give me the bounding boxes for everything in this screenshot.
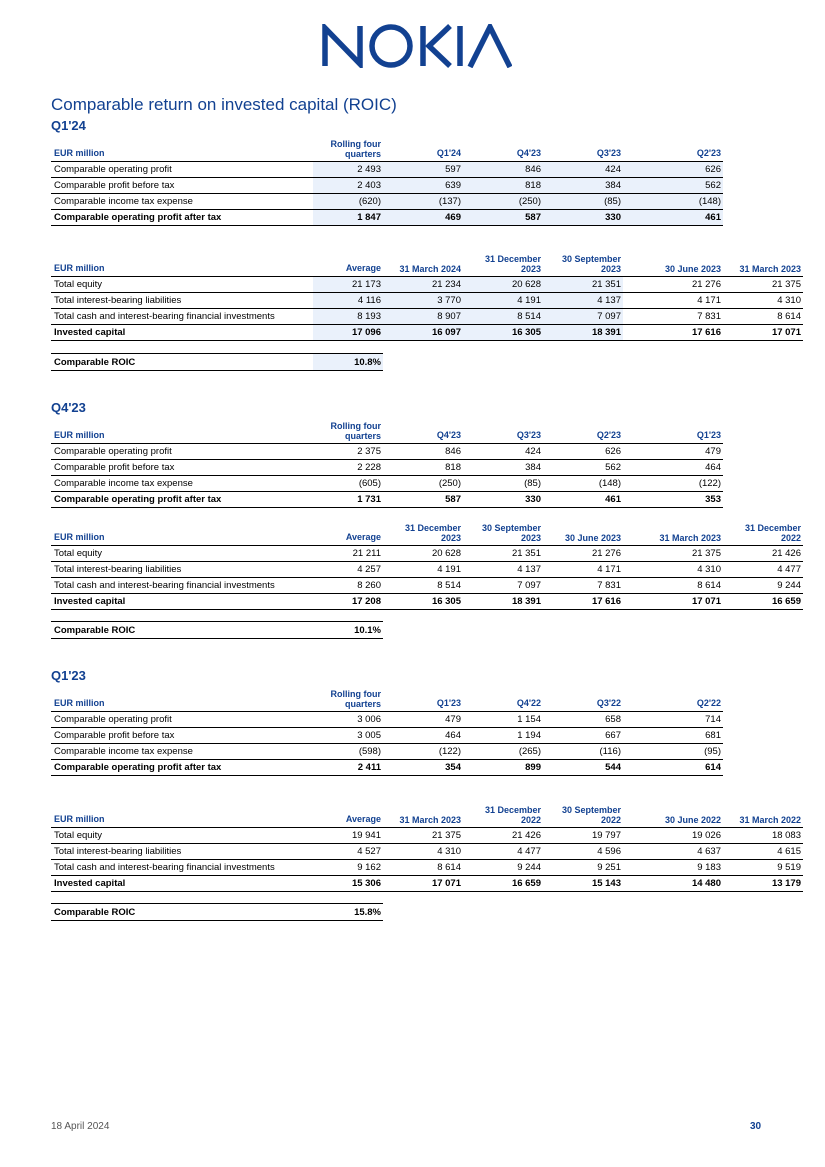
cell: 3 005	[313, 728, 383, 744]
cell: 9 519	[723, 860, 803, 876]
cell: 3 006	[313, 712, 383, 728]
row-label: Comparable profit before tax	[51, 178, 313, 194]
cell: 18 391	[543, 325, 623, 341]
row-label: Comparable operating profit after tax	[51, 210, 313, 226]
cell: 461	[543, 492, 623, 508]
table-row	[51, 178, 723, 194]
column-header: EUR million	[51, 137, 313, 162]
table-row	[51, 562, 803, 578]
cell: 562	[623, 178, 723, 194]
cell: 19 941	[313, 828, 383, 844]
cell: 4 310	[383, 844, 463, 860]
row-label: Total interest-bearing liabilities	[51, 293, 313, 309]
roic-row	[51, 904, 383, 921]
cell: 17 071	[383, 876, 463, 892]
table-row	[51, 293, 803, 309]
cell: 21 351	[543, 277, 623, 293]
row-label: Total cash and interest-bearing financial investments	[51, 309, 313, 325]
cell: 424	[543, 162, 623, 178]
column-header: Q1'24	[383, 137, 463, 162]
cell: 9 162	[313, 860, 383, 876]
cell: 19 797	[543, 828, 623, 844]
cell: (598)	[313, 744, 383, 760]
column-header: Q4'23	[383, 419, 463, 444]
cell: 4 527	[313, 844, 383, 860]
column-header: EUR million	[51, 687, 313, 712]
column-header: Q3'23	[543, 137, 623, 162]
section-title: Q4'23	[51, 400, 86, 415]
column-header: EUR million	[51, 419, 313, 444]
cell: 1 731	[313, 492, 383, 508]
cell: 4 477	[463, 844, 543, 860]
column-header: Q2'23	[543, 419, 623, 444]
column-header: Q1'23	[623, 419, 723, 444]
table-row-total	[51, 876, 803, 892]
cell: (95)	[623, 744, 723, 760]
cell: 4 191	[463, 293, 543, 309]
cell: 8 614	[723, 309, 803, 325]
cell: 2 411	[313, 760, 383, 776]
cell: 587	[383, 492, 463, 508]
column-header: 31 March 2023	[723, 252, 803, 277]
cell: 1 847	[313, 210, 383, 226]
cell: 21 426	[463, 828, 543, 844]
column-header: 31 March 2022	[723, 803, 803, 828]
cell: 2 375	[313, 444, 383, 460]
cell: 461	[623, 210, 723, 226]
table-row	[51, 844, 803, 860]
cell: 8 614	[623, 578, 723, 594]
roic-table	[51, 353, 383, 371]
profit-table	[51, 687, 723, 776]
column-header: Q2'23	[623, 137, 723, 162]
roic-label: Comparable ROIC	[51, 904, 313, 921]
column-header: 30 June 2022	[623, 803, 723, 828]
cell: 1 154	[463, 712, 543, 728]
cell: 21 375	[723, 277, 803, 293]
cell: 464	[623, 460, 723, 476]
row-label: Comparable income tax expense	[51, 744, 313, 760]
column-header: 31 March 2023	[623, 521, 723, 546]
roic-table	[51, 621, 383, 639]
cell: 7 831	[623, 309, 723, 325]
cell: 384	[543, 178, 623, 194]
table-row-total	[51, 594, 803, 610]
column-header: Average	[313, 521, 383, 546]
cell: 4 310	[623, 562, 723, 578]
table-row	[51, 444, 723, 460]
profit-table	[51, 419, 723, 508]
cell: 4 171	[543, 562, 623, 578]
cell: 15 143	[543, 876, 623, 892]
cell: 899	[463, 760, 543, 776]
row-label: Total equity	[51, 828, 313, 844]
cell: 20 628	[463, 277, 543, 293]
cell: 1 194	[463, 728, 543, 744]
column-header: Q4'22	[463, 687, 543, 712]
cell: 544	[543, 760, 623, 776]
cell: 714	[623, 712, 723, 728]
column-header: 30 September 2023	[463, 521, 543, 546]
cell: 4 615	[723, 844, 803, 860]
cell: 4 477	[723, 562, 803, 578]
cell: (148)	[543, 476, 623, 492]
cell: 9 244	[463, 860, 543, 876]
cell: 4 637	[623, 844, 723, 860]
row-label: Comparable income tax expense	[51, 476, 313, 492]
table-row-total	[51, 325, 803, 341]
cell: 846	[383, 444, 463, 460]
column-header: 30 June 2023	[543, 521, 623, 546]
column-header: EUR million	[51, 521, 313, 546]
cell: 8 907	[383, 309, 463, 325]
cell: 330	[543, 210, 623, 226]
column-header: EUR million	[51, 803, 313, 828]
cell: 2 403	[313, 178, 383, 194]
row-label: Total interest-bearing liabilities	[51, 562, 313, 578]
roic-row	[51, 354, 383, 371]
cell: 667	[543, 728, 623, 744]
cell: 14 480	[623, 876, 723, 892]
row-label: Total equity	[51, 277, 313, 293]
capital-table	[51, 521, 803, 610]
cell: 21 351	[463, 546, 543, 562]
cell: 7 831	[543, 578, 623, 594]
cell: (620)	[313, 194, 383, 210]
cell: 614	[623, 760, 723, 776]
roic-value: 15.8%	[313, 904, 383, 921]
cell: 658	[543, 712, 623, 728]
roic-table	[51, 903, 383, 921]
page-number: 30	[750, 1121, 762, 1132]
cell: 626	[623, 162, 723, 178]
cell: 9 251	[543, 860, 623, 876]
table-row	[51, 546, 803, 562]
cell: 16 305	[463, 325, 543, 341]
table-row	[51, 728, 723, 744]
cell: 15 306	[313, 876, 383, 892]
cell: 17 071	[623, 594, 723, 610]
cell: 18 391	[463, 594, 543, 610]
cell: 19 026	[623, 828, 723, 844]
cell: (85)	[463, 476, 543, 492]
column-header: Q1'23	[383, 687, 463, 712]
cell: 3 770	[383, 293, 463, 309]
cell: (250)	[463, 194, 543, 210]
column-header: Rolling four quarters	[313, 687, 383, 712]
column-header: 30 September 2022	[543, 803, 623, 828]
cell: 4 171	[623, 293, 723, 309]
cell: 626	[543, 444, 623, 460]
table-row	[51, 277, 803, 293]
cell: 818	[383, 460, 463, 476]
capital-table	[51, 803, 803, 892]
table-row-total	[51, 210, 723, 226]
column-header: 31 December 2022	[463, 803, 543, 828]
roic-label: Comparable ROIC	[51, 354, 313, 371]
table-row	[51, 578, 803, 594]
column-header: 31 December 2023	[383, 521, 463, 546]
cell: 587	[463, 210, 543, 226]
column-header: Q3'22	[543, 687, 623, 712]
cell: 21 375	[623, 546, 723, 562]
cell: 8 514	[383, 578, 463, 594]
row-label: Comparable operating profit after tax	[51, 760, 313, 776]
row-label: Comparable income tax expense	[51, 194, 313, 210]
cell: 17 616	[623, 325, 723, 341]
footer-date: 18 April 2024	[51, 1121, 110, 1132]
cell: 424	[463, 444, 543, 460]
cell: 21 276	[543, 546, 623, 562]
cell: 16 659	[463, 876, 543, 892]
table-row	[51, 860, 803, 876]
cell: 846	[463, 162, 543, 178]
row-label: Total interest-bearing liabilities	[51, 844, 313, 860]
roic-value: 10.8%	[313, 354, 383, 371]
cell: 18 083	[723, 828, 803, 844]
cell: 479	[383, 712, 463, 728]
cell: 2 493	[313, 162, 383, 178]
cell: 4 257	[313, 562, 383, 578]
table-row	[51, 712, 723, 728]
section-title: Q1'23	[51, 668, 86, 683]
cell: 7 097	[543, 309, 623, 325]
column-header: Rolling four quarters	[313, 137, 383, 162]
cell: 597	[383, 162, 463, 178]
cell: (116)	[543, 744, 623, 760]
cell: (122)	[383, 744, 463, 760]
table-row	[51, 309, 803, 325]
roic-value: 10.1%	[313, 622, 383, 639]
cell: 17 616	[543, 594, 623, 610]
row-label: Invested capital	[51, 325, 313, 341]
cell: 21 426	[723, 546, 803, 562]
row-label: Comparable profit before tax	[51, 728, 313, 744]
cell: 4 137	[463, 562, 543, 578]
cell: 21 234	[383, 277, 463, 293]
cell: 17 096	[313, 325, 383, 341]
table-row	[51, 194, 723, 210]
cell: (148)	[623, 194, 723, 210]
row-label: Comparable operating profit after tax	[51, 492, 313, 508]
row-label: Total equity	[51, 546, 313, 562]
section-title: Q1'24	[51, 118, 86, 133]
cell: 16 659	[723, 594, 803, 610]
cell: 21 375	[383, 828, 463, 844]
column-header: 30 June 2023	[623, 252, 723, 277]
cell: 354	[383, 760, 463, 776]
cell: 681	[623, 728, 723, 744]
column-header: Q2'22	[623, 687, 723, 712]
cell: 330	[463, 492, 543, 508]
cell: 21 211	[313, 546, 383, 562]
cell: (137)	[383, 194, 463, 210]
column-header: EUR million	[51, 252, 313, 277]
profit-table	[51, 137, 723, 226]
cell: 4 596	[543, 844, 623, 860]
cell: 21 173	[313, 277, 383, 293]
cell: 4 116	[313, 293, 383, 309]
cell: 818	[463, 178, 543, 194]
row-label: Comparable operating profit	[51, 712, 313, 728]
table-row	[51, 460, 723, 476]
cell: 21 276	[623, 277, 723, 293]
column-header: Rolling four quarters	[313, 419, 383, 444]
cell: 4 137	[543, 293, 623, 309]
column-header: 30 September 2023	[543, 252, 623, 277]
row-label: Total cash and interest-bearing financial investments	[51, 860, 313, 876]
cell: 4 310	[723, 293, 803, 309]
cell: 8 193	[313, 309, 383, 325]
cell: 4 191	[383, 562, 463, 578]
row-label: Invested capital	[51, 876, 313, 892]
cell: 469	[383, 210, 463, 226]
cell: 16 305	[383, 594, 463, 610]
cell: 9 244	[723, 578, 803, 594]
cell: 16 097	[383, 325, 463, 341]
cell: 7 097	[463, 578, 543, 594]
cell: (85)	[543, 194, 623, 210]
table-row	[51, 162, 723, 178]
cell: 464	[383, 728, 463, 744]
table-row-total	[51, 492, 723, 508]
row-label: Total cash and interest-bearing financial investments	[51, 578, 313, 594]
cell: 17 071	[723, 325, 803, 341]
cell: (265)	[463, 744, 543, 760]
page-title: Comparable return on invested capital (ROIC)	[51, 95, 397, 114]
table-row-total	[51, 760, 723, 776]
table-row	[51, 828, 803, 844]
cell: 20 628	[383, 546, 463, 562]
cell: (122)	[623, 476, 723, 492]
cell: 8 260	[313, 578, 383, 594]
table-row	[51, 744, 723, 760]
row-label: Invested capital	[51, 594, 313, 610]
column-header: Q4'23	[463, 137, 543, 162]
column-header: 31 March 2023	[383, 803, 463, 828]
cell: 8 514	[463, 309, 543, 325]
cell: 2 228	[313, 460, 383, 476]
cell: 384	[463, 460, 543, 476]
nokia-logo	[322, 24, 512, 68]
cell: 562	[543, 460, 623, 476]
cell: 639	[383, 178, 463, 194]
column-header: Q3'23	[463, 419, 543, 444]
table-row	[51, 476, 723, 492]
column-header: 31 December 2023	[463, 252, 543, 277]
row-label: Comparable operating profit	[51, 162, 313, 178]
cell: 353	[623, 492, 723, 508]
row-label: Comparable operating profit	[51, 444, 313, 460]
column-header: Average	[313, 803, 383, 828]
capital-table	[51, 252, 803, 341]
row-label: Comparable profit before tax	[51, 460, 313, 476]
roic-row	[51, 622, 383, 639]
cell: 9 183	[623, 860, 723, 876]
cell: (605)	[313, 476, 383, 492]
column-header: 31 March 2024	[383, 252, 463, 277]
column-header: 31 December 2022	[723, 521, 803, 546]
column-header: Average	[313, 252, 383, 277]
roic-label: Comparable ROIC	[51, 622, 313, 639]
cell: 479	[623, 444, 723, 460]
cell: 8 614	[383, 860, 463, 876]
cell: 13 179	[723, 876, 803, 892]
cell: (250)	[383, 476, 463, 492]
cell: 17 208	[313, 594, 383, 610]
